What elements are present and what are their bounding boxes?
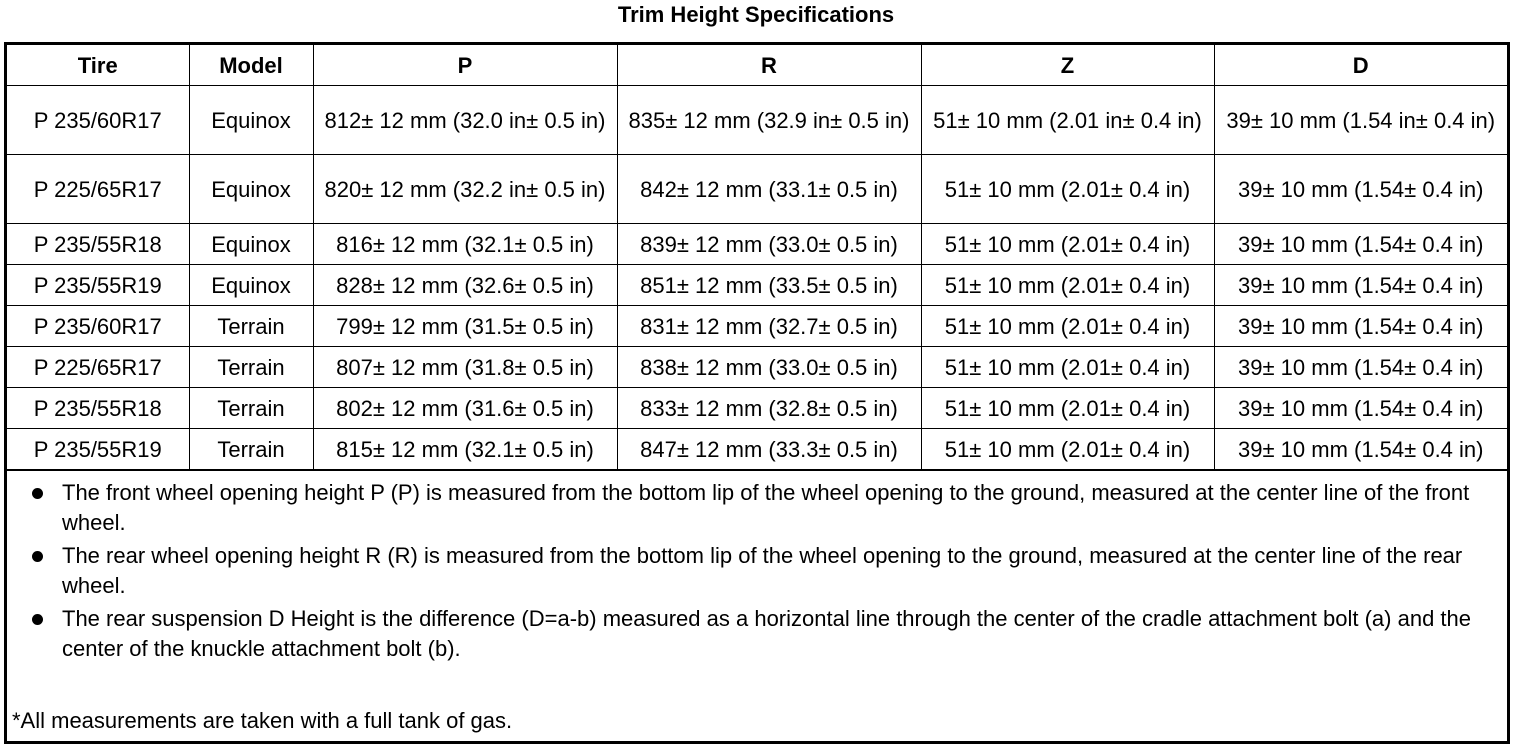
cell-tire: P 235/55R19: [7, 265, 189, 306]
table-row: [7, 429, 1507, 470]
table-row: [7, 224, 1507, 265]
cell-z: 51± 10 mm (2.01± 0.4 in): [921, 347, 1214, 388]
note-text: The front wheel opening height P (P) is measured from the bottom lip of the wheel opening to the ground, measured at the center line of the front wheel.: [62, 480, 1470, 535]
bullet-icon: [32, 614, 43, 625]
footnote: *All measurements are taken with a full tank of gas.: [12, 708, 513, 733]
cell-d: 39± 10 mm (1.54± 0.4 in): [1214, 306, 1507, 347]
note-text: The rear suspension D Height is the difference (D=a-b) measured as a horizontal line through the center of the cradle attachment bolt (a) and the center of the knuckle attachment bolt (b).: [62, 606, 1471, 661]
cell-z: 51± 10 mm (2.01± 0.4 in): [921, 155, 1214, 224]
table-row: [7, 265, 1507, 306]
table-row: [7, 347, 1507, 388]
table-row: [7, 155, 1507, 224]
cell-model: Equinox: [189, 224, 313, 265]
cell-d: 39± 10 mm (1.54± 0.4 in): [1214, 347, 1507, 388]
cell-tire: P 225/65R17: [7, 347, 189, 388]
cell-p: 799± 12 mm (31.5± 0.5 in): [313, 306, 617, 347]
cell-r: 833± 12 mm (32.8± 0.5 in): [617, 388, 921, 429]
cell-z: 51± 10 mm (2.01± 0.4 in): [921, 429, 1214, 470]
bullet-icon: [32, 551, 43, 562]
cell-tire: P 235/55R18: [7, 224, 189, 265]
cell-p: 816± 12 mm (32.1± 0.5 in): [313, 224, 617, 265]
column-header-r: R: [617, 45, 921, 86]
column-header-model: Model: [189, 45, 313, 86]
cell-p: 820± 12 mm (32.2 in± 0.5 in): [313, 155, 617, 224]
cell-model: Equinox: [189, 265, 313, 306]
cell-tire: P 235/60R17: [7, 306, 189, 347]
cell-r: 838± 12 mm (33.0± 0.5 in): [617, 347, 921, 388]
column-header-p: P: [313, 45, 617, 86]
cell-r: 839± 12 mm (33.0± 0.5 in): [617, 224, 921, 265]
cell-z: 51± 10 mm (2.01 in± 0.4 in): [921, 86, 1214, 155]
notes-list: [29, 478, 1495, 664]
measurement-notes: [7, 470, 1507, 664]
cell-p: 802± 12 mm (31.6± 0.5 in): [313, 388, 617, 429]
cell-p: 828± 12 mm (32.6± 0.5 in): [313, 265, 617, 306]
table-row: [7, 86, 1507, 155]
cell-z: 51± 10 mm (2.01± 0.4 in): [921, 306, 1214, 347]
cell-tire: P 235/55R18: [7, 388, 189, 429]
cell-z: 51± 10 mm (2.01± 0.4 in): [921, 265, 1214, 306]
cell-r: 847± 12 mm (33.3± 0.5 in): [617, 429, 921, 470]
cell-model: Equinox: [189, 155, 313, 224]
cell-r: 831± 12 mm (32.7± 0.5 in): [617, 306, 921, 347]
cell-z: 51± 10 mm (2.01± 0.4 in): [921, 388, 1214, 429]
cell-p: 815± 12 mm (32.1± 0.5 in): [313, 429, 617, 470]
cell-model: Equinox: [189, 86, 313, 155]
bullet-icon: [32, 488, 43, 499]
spec-frame: [4, 42, 1510, 744]
note-text: The rear wheel opening height R (R) is measured from the bottom lip of the wheel opening to the ground, measured at the center line of the rear wheel.: [62, 543, 1463, 598]
table-row: [7, 388, 1507, 429]
page-title: Trim Height Specifications: [617, 2, 895, 27]
column-header-d: D: [1214, 45, 1507, 86]
cell-model: Terrain: [189, 429, 313, 470]
table-row: [7, 306, 1507, 347]
cell-tire: P 225/65R17: [7, 155, 189, 224]
cell-model: Terrain: [189, 388, 313, 429]
list-item: [29, 478, 1495, 538]
cell-tire: P 235/60R17: [7, 86, 189, 155]
column-header-z: Z: [921, 45, 1214, 86]
table-header-row: [7, 45, 1507, 86]
cell-d: 39± 10 mm (1.54± 0.4 in): [1214, 429, 1507, 470]
column-header-tire: Tire: [7, 45, 189, 86]
cell-r: 842± 12 mm (33.1± 0.5 in): [617, 155, 921, 224]
cell-d: 39± 10 mm (1.54± 0.4 in): [1214, 388, 1507, 429]
cell-d: 39± 10 mm (1.54± 0.4 in): [1214, 224, 1507, 265]
cell-r: 835± 12 mm (32.9 in± 0.5 in): [617, 86, 921, 155]
list-item: [29, 541, 1495, 601]
cell-model: Terrain: [189, 306, 313, 347]
cell-p: 807± 12 mm (31.8± 0.5 in): [313, 347, 617, 388]
trim-height-table: [7, 45, 1507, 470]
cell-d: 39± 10 mm (1.54± 0.4 in): [1214, 265, 1507, 306]
list-item: [29, 604, 1495, 664]
cell-model: Terrain: [189, 347, 313, 388]
cell-p: 812± 12 mm (32.0 in± 0.5 in): [313, 86, 617, 155]
cell-tire: P 235/55R19: [7, 429, 189, 470]
cell-r: 851± 12 mm (33.5± 0.5 in): [617, 265, 921, 306]
cell-z: 51± 10 mm (2.01± 0.4 in): [921, 224, 1214, 265]
cell-d: 39± 10 mm (1.54± 0.4 in): [1214, 155, 1507, 224]
cell-d: 39± 10 mm (1.54 in± 0.4 in): [1214, 86, 1507, 155]
